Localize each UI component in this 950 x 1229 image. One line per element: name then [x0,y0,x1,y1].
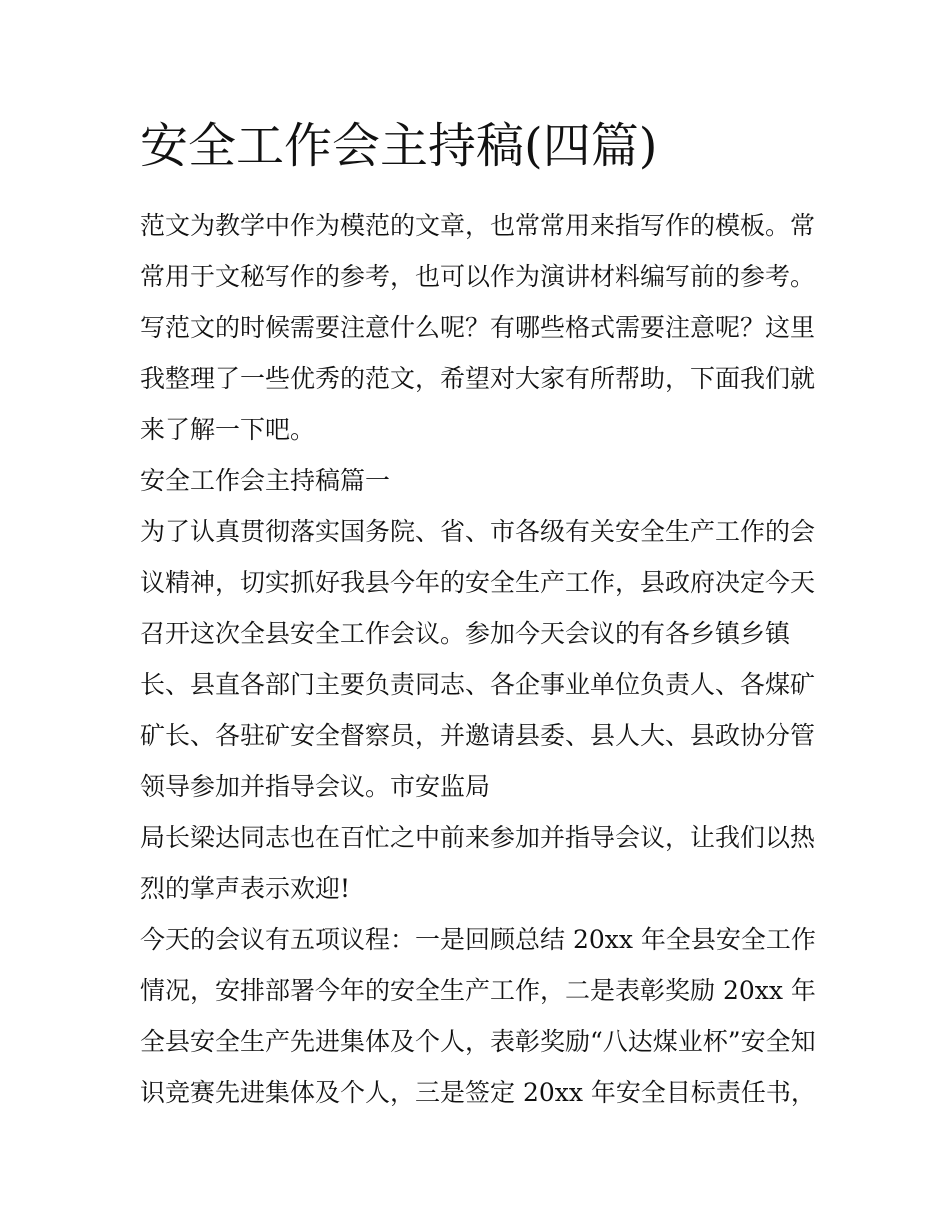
document-title: 安全工作会主持稿(四篇) [140,118,658,174]
body-line: 范文为教学中作为模范的文章，也常常用来指写作的模板。常 [140,211,816,240]
body-line: 情况，安排部署今年的安全生产工作，二是表彰奖励 20xx 年 [140,976,816,1005]
body-line: 召开这次全县安全工作会议。参加今天会议的有各乡镇乡镇 [140,619,791,648]
document-body [140,200,820,1118]
body-line: 我整理了一些优秀的范文，希望对大家有所帮助，下面我们就 [140,364,816,393]
body-line: 长、县直各部门主要负责同志、各企事业单位负责人、各煤矿 [140,670,816,699]
body-line: 常用于文秘写作的参考，也可以作为演讲材料编写前的参考。 [140,262,816,291]
body-line: 领导参加并指导会议。市安监局 [140,772,491,801]
body-line: 写范文的时候需要注意什么呢？有哪些格式需要注意呢？这里 [140,313,816,342]
body-line: 烈的掌声表示欢迎! [140,874,351,903]
body-line: 议精神，切实抓好我县今年的安全生产工作，县政府决定今天 [140,568,816,597]
body-line: 局长梁达同志也在百忙之中前来参加并指导会议，让我们以热 [140,823,816,852]
body-line: 识竞赛先进集体及个人，三是签定 20xx 年安全目标责任书， [140,1078,816,1107]
body-line: 今天的会议有五项议程：一是回顾总结 20xx 年全县安全工作 [140,925,816,954]
body-line: 矿长、各驻矿安全督察员，并邀请县委、县人大、县政协分管 [140,721,816,750]
body-line: 全县安全生产先进集体及个人，表彰奖励“八达煤业杯”安全知 [140,1027,816,1056]
body-line: 为了认真贯彻落实国务院、省、市各级有关安全生产工作的会 [140,517,816,546]
section-heading: 安全工作会主持稿篇一 [140,466,391,495]
body-line: 来了解一下吧。 [140,415,316,444]
